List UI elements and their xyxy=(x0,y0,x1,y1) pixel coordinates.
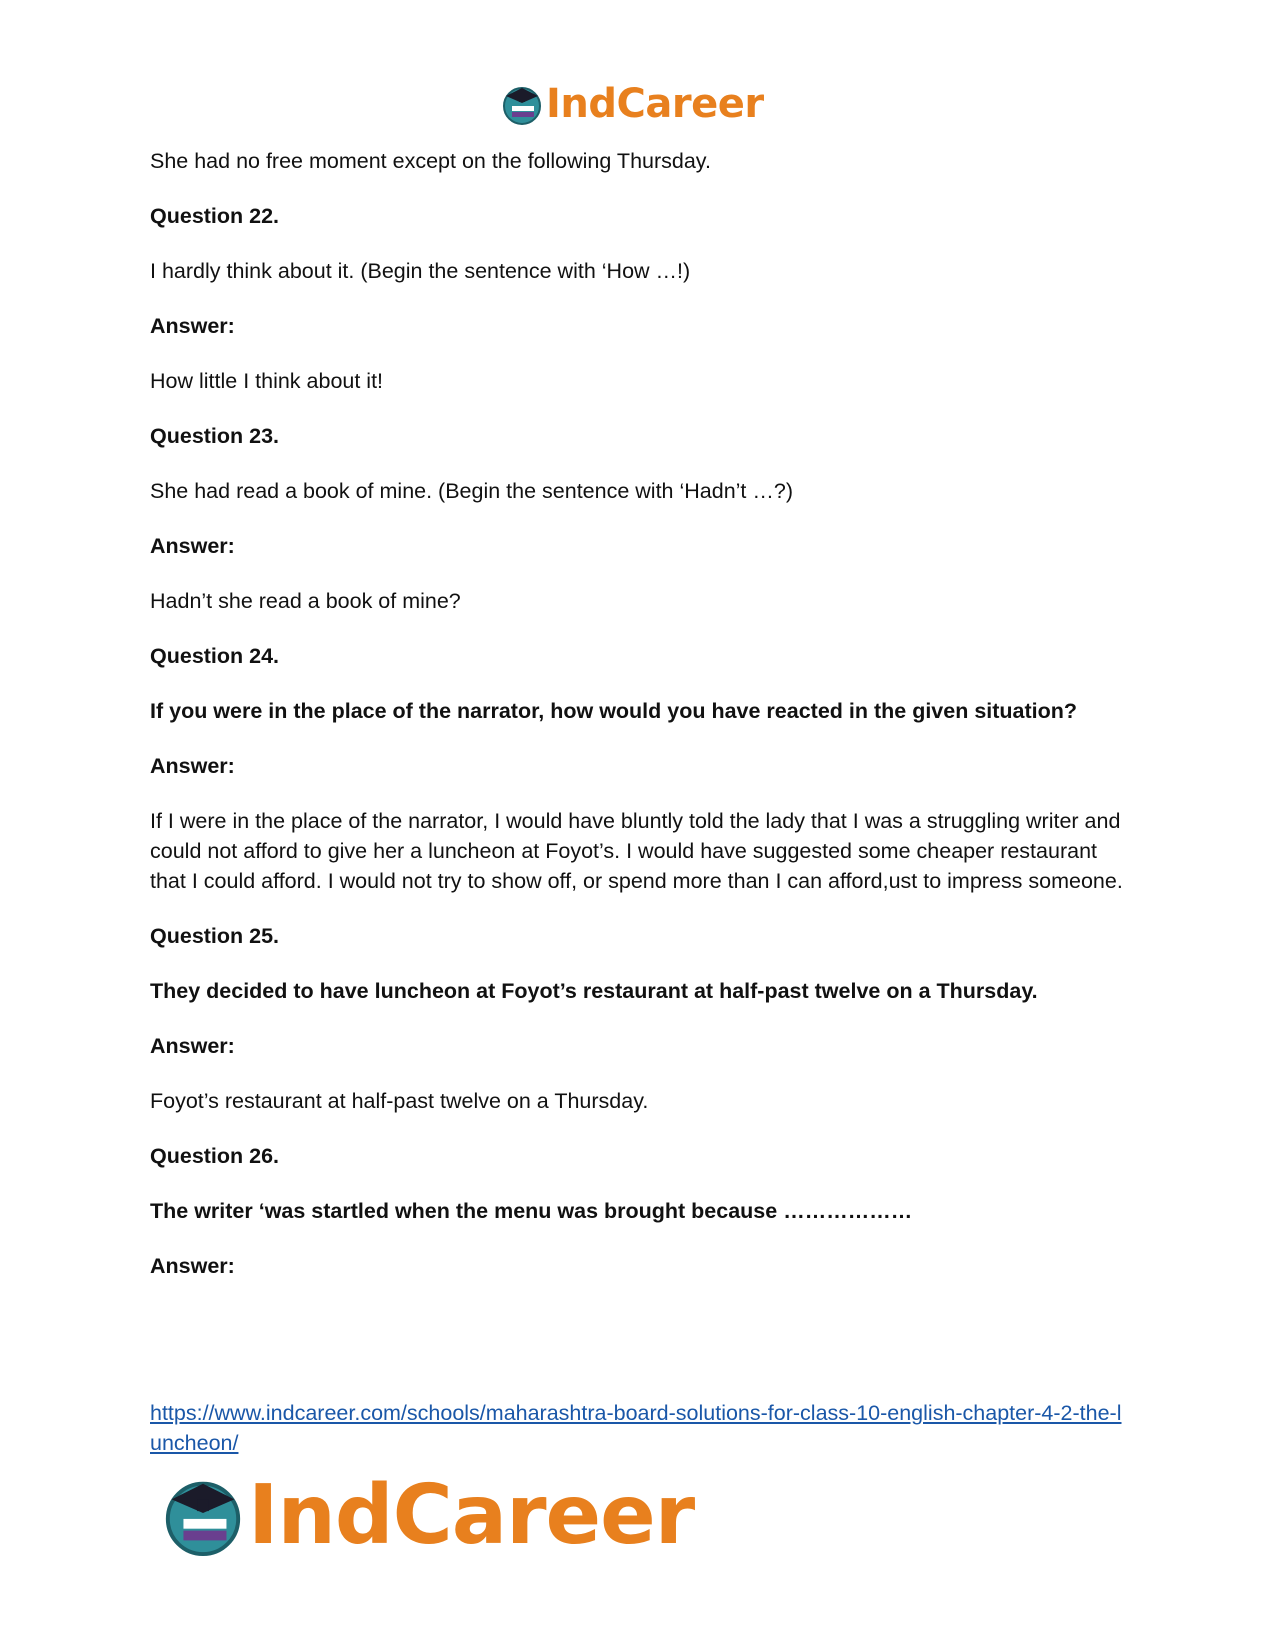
answer-text: She had no free moment except on the following Thursday. xyxy=(150,149,711,173)
footer-logo-text: IndCareer xyxy=(248,1467,695,1563)
question-text: If you were in the place of the narrator, how would you have reacted in the given situation? xyxy=(150,699,1078,723)
question-text: The writer ‘was startled when the menu was brought because ……………… xyxy=(150,1199,913,1223)
answer-text: How little I think about it! xyxy=(150,369,384,393)
answer-label: Answer: xyxy=(150,1254,235,1278)
answer-text: Hadn’t she read a book of mine? xyxy=(150,589,461,613)
question-heading: Question 22. xyxy=(150,204,280,228)
question-text: They decided to have luncheon at Foyot’s restaurant at half-past twelve on a Thursday. xyxy=(150,979,1038,1003)
answer-text: She had read a book of mine. (Begin the sentence with ‘Hadn’t …?) xyxy=(150,479,793,503)
answer-label: Answer: xyxy=(150,314,235,338)
answer-text: Foyot’s restaurant at half-past twelve on a Thursday. xyxy=(150,1089,649,1113)
source-link[interactable]: https://www.indcareer.com/schools/maharashtra-board-solutions-for-class-10-english-chapter-4-2-the-luncheon/ xyxy=(150,1401,1122,1455)
answer-text: I hardly think about it. (Begin the sentence with ‘How …!) xyxy=(150,259,691,283)
question-heading: Question 25. xyxy=(150,924,280,948)
answer-label: Answer: xyxy=(150,534,235,558)
answer-text: If I were in the place of the narrator, I would have bluntly told the lady that I was a struggling writer and could not afford to give her a luncheon at Foyot’s. I would have suggested some cheaper restaurant that I could afford. I would not try to show off, or spend more than I can afford,ust to impress someone. xyxy=(150,809,1123,893)
question-heading: Question 23. xyxy=(150,424,280,448)
answer-label: Answer: xyxy=(150,754,235,778)
answer-label: Answer: xyxy=(150,1034,235,1058)
graduation-globe-icon xyxy=(500,82,544,126)
document-body xyxy=(150,146,1130,1306)
graduation-globe-icon xyxy=(160,1472,246,1558)
question-heading: Question 26. xyxy=(150,1144,280,1168)
footer-logo xyxy=(160,1467,695,1563)
header-logo xyxy=(500,80,764,128)
question-heading: Question 24. xyxy=(150,644,280,668)
header-logo-text: IndCareer xyxy=(546,81,764,127)
